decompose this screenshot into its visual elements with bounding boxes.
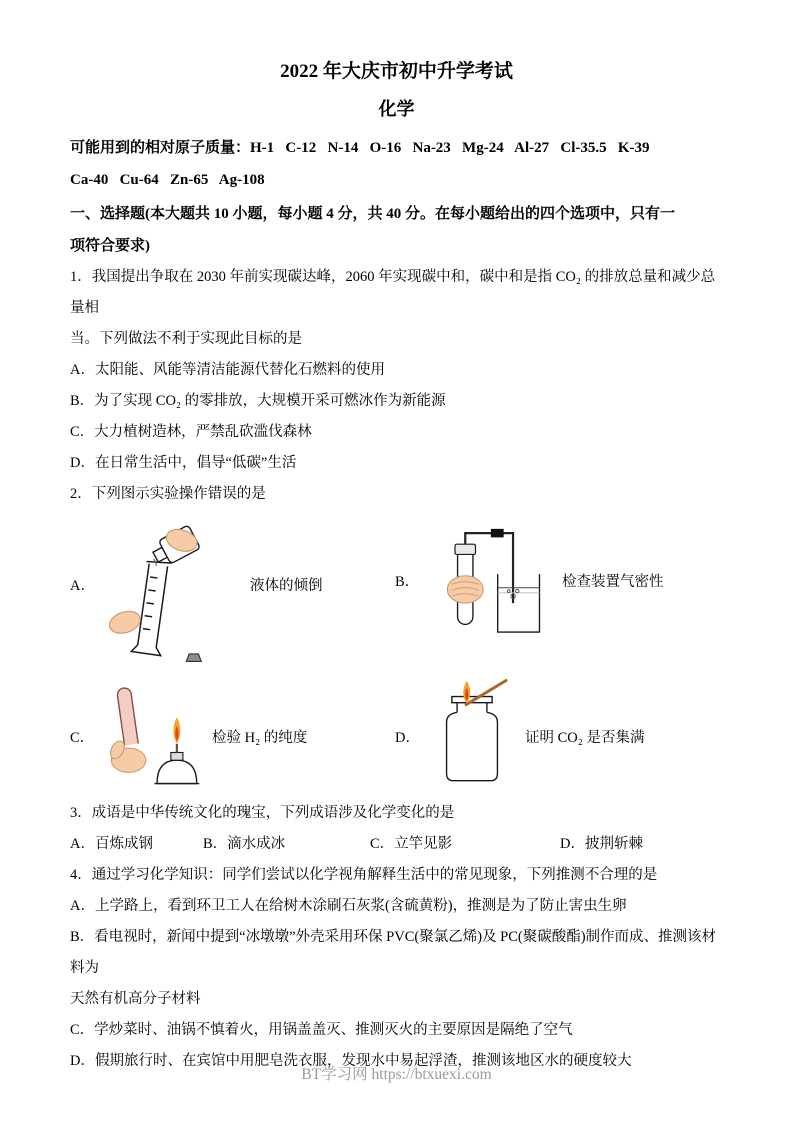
q4-option-d: D．假期旅行时、在宾馆中用肥皂洗衣服，发现水中易起浮渣，推测该地区水的硬度较大 [70,1053,632,1069]
q1-stem-line-1: 1．我国提出争取在 2030 年前实现碳达峰，2060 年实现碳中和，碳中和是指 CO₂ 的排放总量和减少总量相 [70,269,716,316]
section-heading-line-2: 项符合要求) [70,238,150,254]
hand-holding-cylinder [107,608,143,637]
section-heading-line-1: 一、选择题(本大题共 10 小题，每小题 4 分，共 40 分。在每小题给出的四个选项中，只有一 [70,206,675,222]
q2-stem: 2．下列图示实验操作错误的是 [70,486,266,502]
q4-stem: 4．通过学习化学知识：同学们尝试以化学视角解释生活中的常见现象，下列推测不合理的是 [70,867,658,883]
rubber-stopper [455,544,475,554]
exam-title: 2022 年大庆市初中升学考试 [280,61,513,82]
figure-air-tightness-check [426,528,554,656]
q4-option-c: C．学炒菜时、油锅不慎着火，用锅盖盖灭、推测灭火的主要原因是隔绝了空气 [70,1022,573,1038]
q3-option-d: D．披荆斩棘 [560,836,643,852]
atomic-mass-line-1: 可能用到的相对原子质量：H-1 C-12 N-14 O-16 Na-23 Mg-24 Al-27 Cl-35.5 K-39 [70,140,650,156]
wooden-splint [465,680,507,705]
hand-warming-tube [447,576,483,603]
q4-option-b-line-2: 天然有机高分子材料 [70,991,201,1007]
q1-option-d: D．在日常生活中，倡导“低碳”生活 [70,455,297,471]
q1-option-b: B．为了实现 CO₂ 的零排放，大规模开采可燃冰作为新能源 [70,393,446,409]
alcohol-lamp [154,744,199,784]
q2-figure-label-d: D． [395,730,420,746]
q2-figure-label-b: B． [395,574,420,590]
q3-option-c: C．立竿见影 [370,836,453,852]
q1-option-c: C．大力植树造林，严禁乱砍滥伐森林 [70,424,312,440]
atomic-mass-line-2: Ca-40 Cu-64 Zn-65 Ag-108 [70,172,265,188]
exam-subject: 化学 [378,99,415,119]
q2-figure-row-2 [70,672,723,798]
q1-stem-line-2: 当。下列做法不利于实现此目标的是 [70,331,302,347]
graduated-cylinder [131,559,173,655]
tube-connector [491,529,504,538]
q1-option-a: A．太阳能、风能等清洁能源代替化石燃料的使用 [70,362,385,378]
gas-collecting-bottle [447,697,498,781]
inverted-test-tube [117,687,139,745]
q2-figure-caption-c: 检验 H₂ 的纯度 [212,730,308,746]
q2-figure-caption-d: 证明 CO₂ 是否集满 [525,730,645,746]
q2-figure-label-c: C． [70,730,95,746]
watermark-footer: BT学习网 https://btxuexi.com [301,1066,492,1083]
beaker [498,574,540,632]
q3-options-row [70,829,723,860]
bottle-stopper [186,654,201,661]
q4-option-a: A．上学路上，看到环卫工人在给树木涂刷石灰浆(含硫黄粉)，推测是为了防止害虫生卵 [70,898,627,914]
q3-option-a: A．百炼成钢 [70,836,153,852]
q4-option-b-line-1: B．看电视时，新闻中提到“冰墩墩”外壳采用环保 PVC(聚氯乙烯)及 PC(聚碳酸酯)制作而成、推测该材料为 [70,929,717,976]
figure-h2-purity-test [94,674,202,793]
q2-figure-caption-a: 液体的倾倒 [250,578,323,594]
figure-liquid-pouring [94,518,234,667]
q2-figure-row-1 [70,516,723,672]
q2-figure-caption-b: 检查装置气密性 [562,574,664,590]
bubble [507,590,510,593]
q3-option-b: B．滴水成冰 [203,836,286,852]
q2-figure-label-a: A． [70,578,95,594]
figure-co2-full-test [428,672,516,793]
q3-stem: 3．成语是中华传统文化的瑰宝，下列成语涉及化学变化的是 [70,805,455,821]
bubble [516,589,519,592]
